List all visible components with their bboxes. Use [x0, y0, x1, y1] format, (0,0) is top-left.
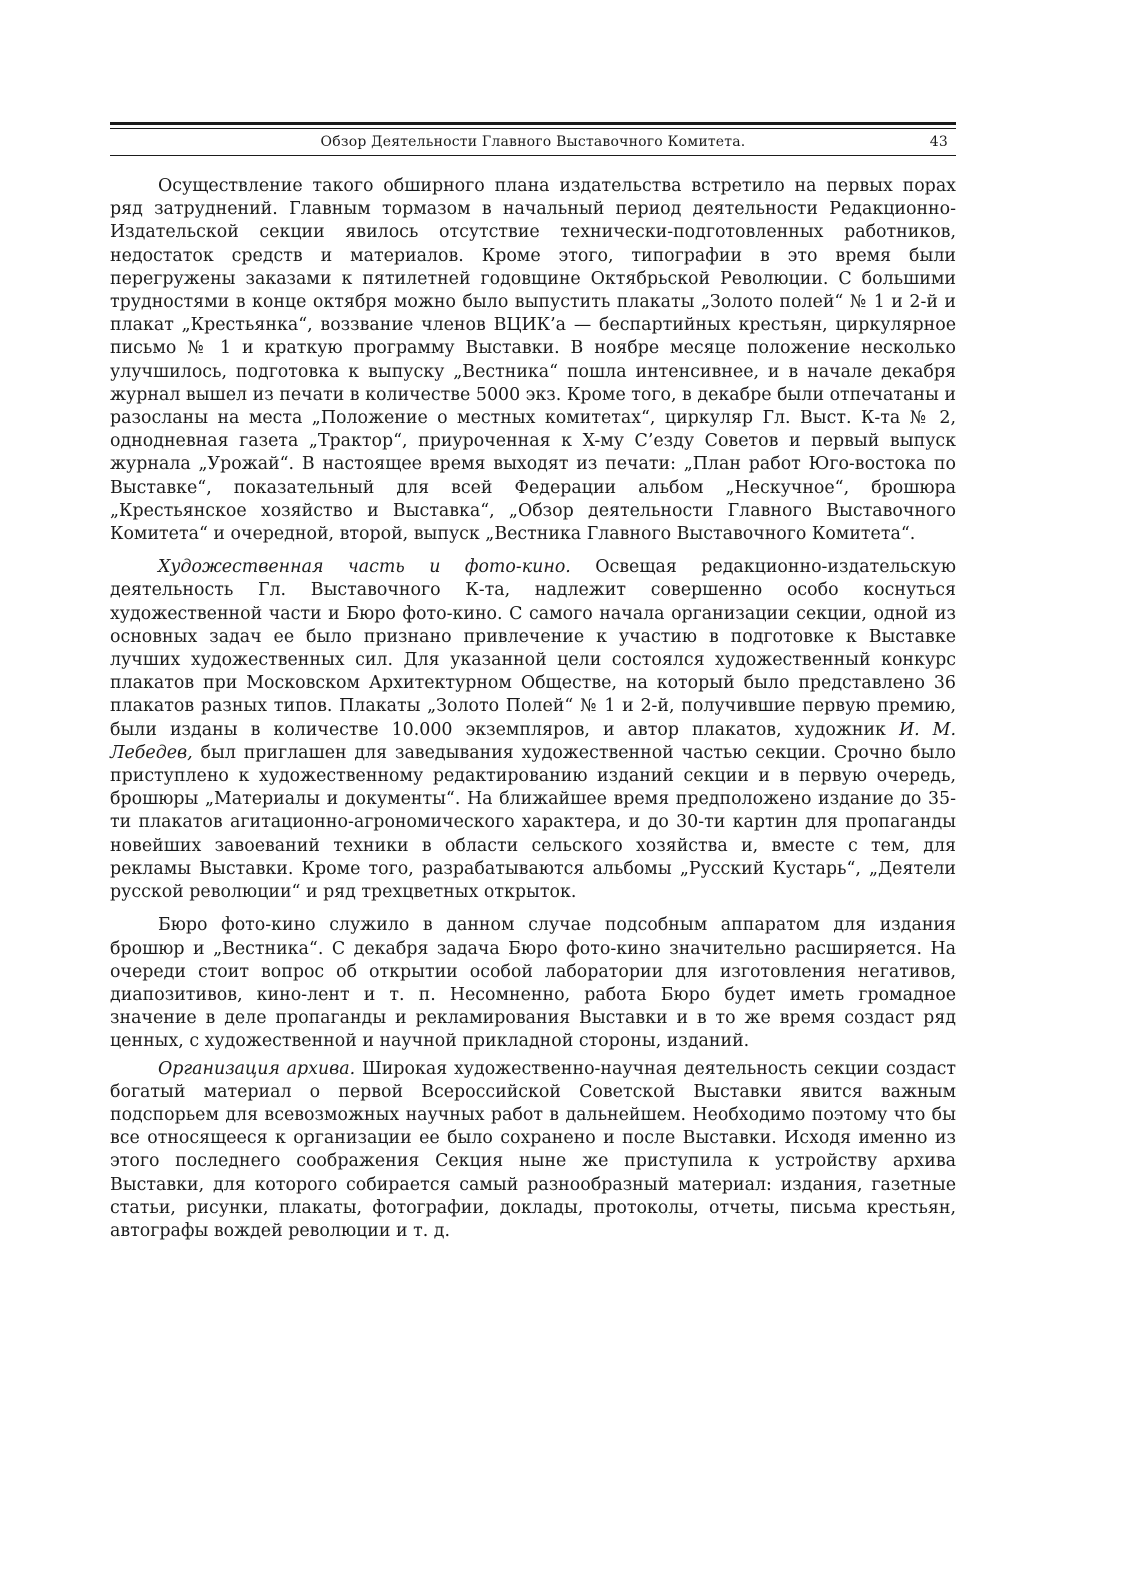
header-rule-bottom	[110, 155, 956, 156]
section-rubric: Организация архива.	[158, 1058, 356, 1079]
section-rubric: Художественная часть и фото-кино.	[158, 557, 571, 578]
running-head	[110, 134, 956, 156]
running-head-title: Обзор Деятельности Главного Выставочного Комитета.	[320, 134, 746, 150]
header-rule-thin	[110, 128, 956, 129]
page-number: 43	[929, 134, 948, 150]
header-rule-thick	[110, 122, 956, 125]
paragraph-publishing	[110, 175, 956, 546]
paragraph-text: Освещая редакционно-издательскую деятельность Гл. Выставочного К-та, надлежит совершенно особо коснуться художественной части и Бюро фото-кино. С самого начала организации секции, одной из основных задач ее было признано привлечение к участию в подготовке к Выставке лучших художественных сил. Для указанной цели состоялся художественный конкурс плакатов при Московском Архитектурном Обществе, на который было представлено 36 плакатов разных типов. Плакаты „Золото Полей“ № 1 и 2-й, получившие первую премию, были изданы в количестве 10.000 экземпляров, и автор плакатов, художник	[110, 557, 956, 740]
paragraph-photo-bureau	[110, 914, 956, 1053]
author-name: И. М. Лебедев,	[110, 719, 956, 763]
paragraph-text: Бюро фото-кино служило в данном случае подсобным аппаратом для издания брошюр и „Вестника“. С декабря задача Бюро фото-кино значительно расширяется. На очереди стоит вопрос об открытии особой лаборатории для изготовления негативов, диапозитивов, кино-лент и т. п. Несомненно, работа Бюро будет иметь громадное значение в деле пропаганды и рекламирования Выставки и в то же время создаст ряд ценных, с художественной и научной прикладной стороны, изданий.	[110, 915, 956, 1052]
body-text	[110, 175, 956, 1243]
paragraph-art-photo	[110, 556, 956, 904]
paragraph-text: Осуществление такого обширного плана издательства встретило на первых порах ряд затруднений. Главным тормазом в начальный период деятельности Редакционно-Издательской секции явилось отсутствие технически-подготовленных работников, недостаток средств и материалов. Кроме этого, типографии в это время были перегружены заказами к пятилетней годовщине Октябрьской Революции. С большими трудностями в конце октября можно было выпустить плакаты „Золото полей“ № 1 и 2-й и плакат „Крестьянка“, воззвание членов ВЦИК’а — беспартийных крестьян, циркулярное письмо № 1 и краткую программу Выставки. В ноябре месяце положение несколько улучшилось, подготовка к выпуску „Вестника“ пошла интенсивнее, и в начале декабря журнал вышел из печати в количестве 5000 экз. Кроме того, в декабре были отпечатаны и разосланы на места „Положение о местных комитетах“, циркуляр Гл. Выст. К-та № 2, однодневная газета „Трактор“, приуроченная к X-му С’езду Советов и первый выпуск журнала „Урожай“. В настоящее время выходят из печати: „План работ Юго-востока по Выставке“, показательный для всей Федерации альбом „Нескучное“, брошюра „Крестьянское хозяйство и Выставка“, „Обзор деятельности Главного Выставочного Комитета“ и очередной, второй, выпуск „Вестника Главного Выставочного Комитета“.	[110, 176, 956, 545]
paragraph-text: Широкая художественно-научная деятельность секции создаст богатый материал о первой Всероссийской Советской Выставки явится важным подспорьем для всевозможных научных работ в дальнейшем. Необходимо поэтому что бы все относящееся к организации ее было сохранено и после Выставки. Исходя именно из этого последнего соображения Секция ныне же приступила к устройству архива Выставки, для которого собирается самый разнообразный материал: издания, газетные статьи, рисунки, плакаты, фотографии, доклады, протоколы, отчеты, письма крестьян, автографы вождей революции и т. д.	[110, 1058, 956, 1241]
paragraph-text-continued: был приглашен для заведывания художественной частью секции. Срочно было приступлено к художественному редактированию изданий секции и в первую очередь, брошюры „Материалы и документы“. На ближайшее время предположено издание до 35-ти плакатов агитационно-агрономического характера, и до 30-ти картин для пропаганды новейших завоеваний техники в области сельского хозяйства и, вместе с тем, для рекламы Выставки. Кроме того, разрабатываются альбомы „Русский Кустарь“, „Деятели русской революции“ и ряд трехцветных открыток.	[110, 742, 956, 903]
paragraph-archive	[110, 1058, 956, 1244]
